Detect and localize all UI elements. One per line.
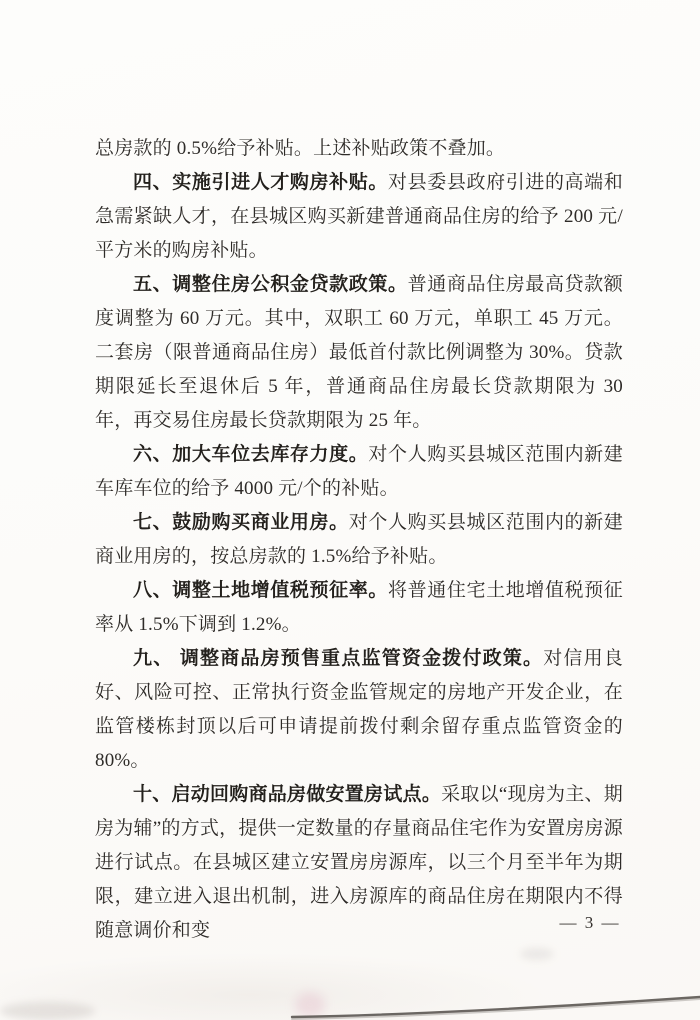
- paragraph-section-8: [95, 574, 623, 642]
- section-9-heading: 九、 调整商品房预售重点监管资金拨付政策。: [133, 648, 544, 669]
- section-4-heading: 四、实施引进人才购房补贴。: [133, 172, 389, 193]
- document-body-text: [95, 132, 623, 948]
- paragraph-continuation: [95, 132, 623, 166]
- scan-artifact-smudge: [295, 992, 325, 1018]
- paragraph-text: 对信用良好、风险可控、正常执行资金监管规定的房地产开发企业，在监管楼栋封顶以后可申请提前拨付剩余留存重点监管资金的 80%。: [95, 648, 623, 771]
- paragraph-text: 总房款的 0.5%给予补贴。上述补贴政策不叠加。: [95, 138, 506, 159]
- paragraph-section-4: [95, 166, 623, 268]
- paragraph-text: 对个人购买县城区范围内新建车库车位的给予 4000 元/个的补贴。: [95, 444, 623, 499]
- section-8-heading: 八、调整土地增值税预征率。: [133, 580, 389, 601]
- paragraph-text: 将普通住宅土地增值税预征率从 1.5%下调到 1.2%。: [95, 580, 623, 635]
- section-5-heading: 五、调整住房公积金贷款政策。: [133, 274, 408, 295]
- paragraph-section-10: [95, 778, 623, 948]
- paragraph-section-6: [95, 438, 623, 506]
- paragraph-text: 对个人购买县城区范围内的新建商业用房的，按总房款的 1.5%给予补贴。: [95, 512, 623, 567]
- paragraph-section-5: [95, 268, 623, 438]
- scan-artifact-smudge: [520, 948, 554, 960]
- section-10-heading: 十、启动回购商品房做安置房试点。: [133, 784, 442, 805]
- paragraph-section-9: [95, 642, 623, 778]
- page-number: — 3 —: [559, 913, 621, 932]
- paragraph-text: 对县委县政府引进的高端和急需紧缺人才，在县城区购买新建普通商品住房的给予 200 元/平方米的购房补贴。: [95, 172, 623, 261]
- section-7-heading: 七、鼓励购买商业用房。: [133, 512, 349, 533]
- paragraph-text: 普通商品住房最高贷款额度调整为 60 万元。其中，双职工 60 万元，单职工 45 万元。二套房（限普通商品住房）最低首付款比例调整为 30%。贷款期限延长至退休后 5 年，普通商品住房最长贷款期限为 30 年，再交易住房最长贷款期限为 25 年。: [95, 274, 624, 431]
- section-6-heading: 六、加大车位去库存力度。: [133, 444, 369, 465]
- paragraph-section-7: [95, 506, 623, 574]
- scan-artifact-smudge: [0, 1002, 95, 1020]
- paragraph-text: 采取以“现房为主、期房为辅”的方式，提供一定数量的存量商品住宅作为安置房房源进行试点。在县城区建立安置房房源库，以三个月至半年为期限，建立进入退出机制，进入房源库的商品住房在期限内不得随意调价和变: [95, 784, 624, 941]
